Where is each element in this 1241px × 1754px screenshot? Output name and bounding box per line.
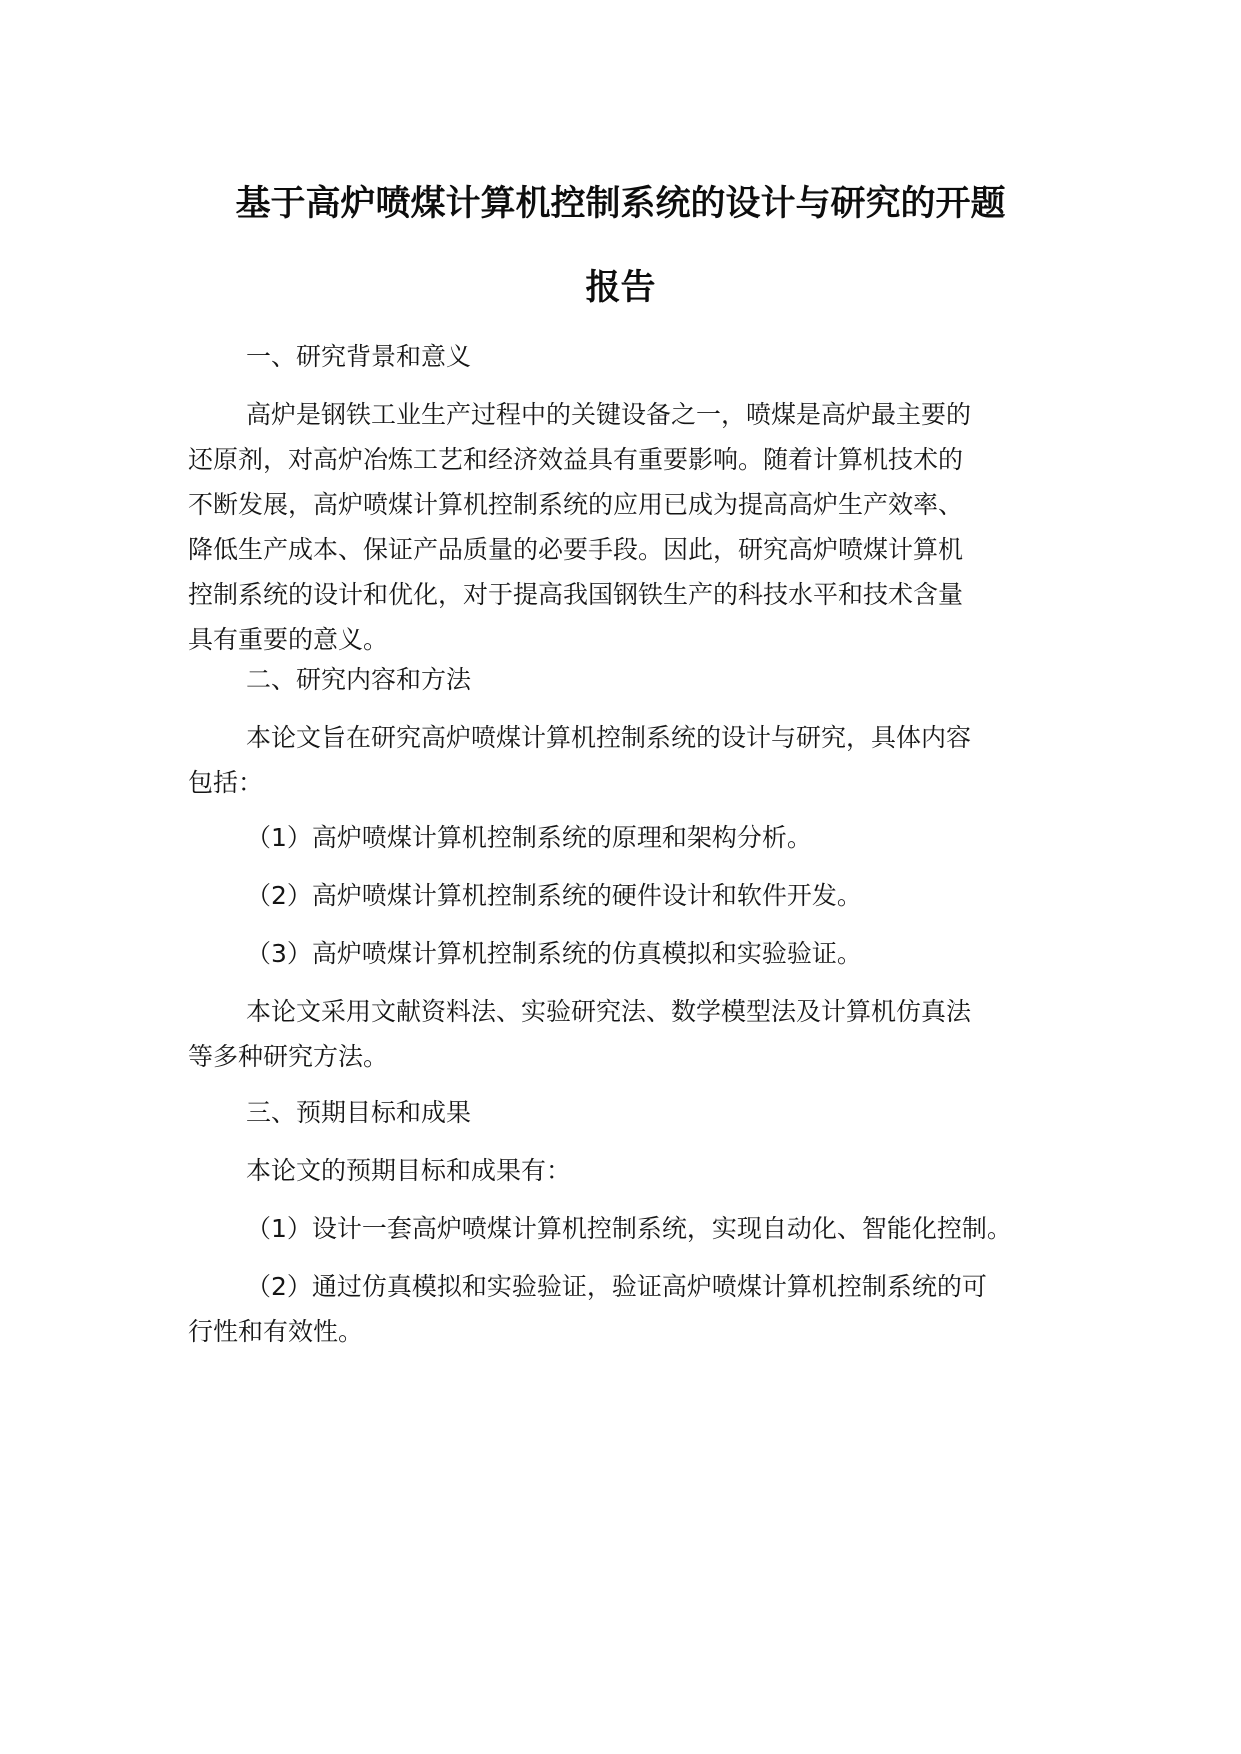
paragraph-line: 降低生产成本、保证产品质量的必要手段。因此，研究高炉喷煤计算机 [188, 535, 964, 564]
paragraph-line: 等多种研究方法。 [188, 1042, 389, 1071]
section-3-heading: 三、预期目标和成果 [246, 1098, 472, 1127]
paragraph-line: 还原剂，对高炉冶炼工艺和经济效益具有重要影响。随着计算机技术的 [188, 445, 964, 474]
section-1-paragraph [188, 392, 1048, 662]
section-2-item-1: （1）高炉喷煤计算机控制系统的原理和架构分析。 [246, 823, 812, 852]
document-title-line-2: 报告 [585, 268, 656, 308]
section-2-heading: 二、研究内容和方法 [246, 665, 472, 694]
paragraph-line: 高炉是钢铁工业生产过程中的关键设备之一，喷煤是高炉最主要的 [246, 400, 972, 429]
section-2-methods [188, 989, 1048, 1079]
section-1-heading: 一、研究背景和意义 [246, 342, 472, 371]
section-2-item-3: （3）高炉喷煤计算机控制系统的仿真模拟和实验验证。 [246, 939, 862, 968]
paragraph-line: （2）通过仿真模拟和实验验证，验证高炉喷煤计算机控制系统的可 [246, 1272, 987, 1301]
document-title-line-1: 基于高炉喷煤计算机控制系统的设计与研究的开题 [235, 184, 1006, 224]
section-3-item-2 [188, 1264, 1048, 1354]
paragraph-line: 包括： [188, 768, 264, 797]
paragraph-line: 不断发展，高炉喷煤计算机控制系统的应用已成为提高高炉生产效率、 [188, 490, 964, 519]
paragraph-line: 本论文采用文献资料法、实验研究法、数学模型法及计算机仿真法 [246, 997, 972, 1026]
section-2-intro [188, 715, 1048, 805]
section-3-intro: 本论文的预期目标和成果有： [246, 1156, 572, 1185]
section-2-item-2: （2）高炉喷煤计算机控制系统的硬件设计和软件开发。 [246, 881, 862, 910]
paragraph-line: 本论文旨在研究高炉喷煤计算机控制系统的设计与研究，具体内容 [246, 723, 972, 752]
paragraph-line: 控制系统的设计和优化，对于提高我国钢铁生产的科技水平和技术含量 [188, 580, 964, 609]
paragraph-line: 具有重要的意义。 [188, 625, 389, 654]
section-3-item-1: （1）设计一套高炉喷煤计算机控制系统，实现自动化、智能化控制。 [246, 1214, 1012, 1243]
paragraph-line: 行性和有效性。 [188, 1317, 364, 1346]
